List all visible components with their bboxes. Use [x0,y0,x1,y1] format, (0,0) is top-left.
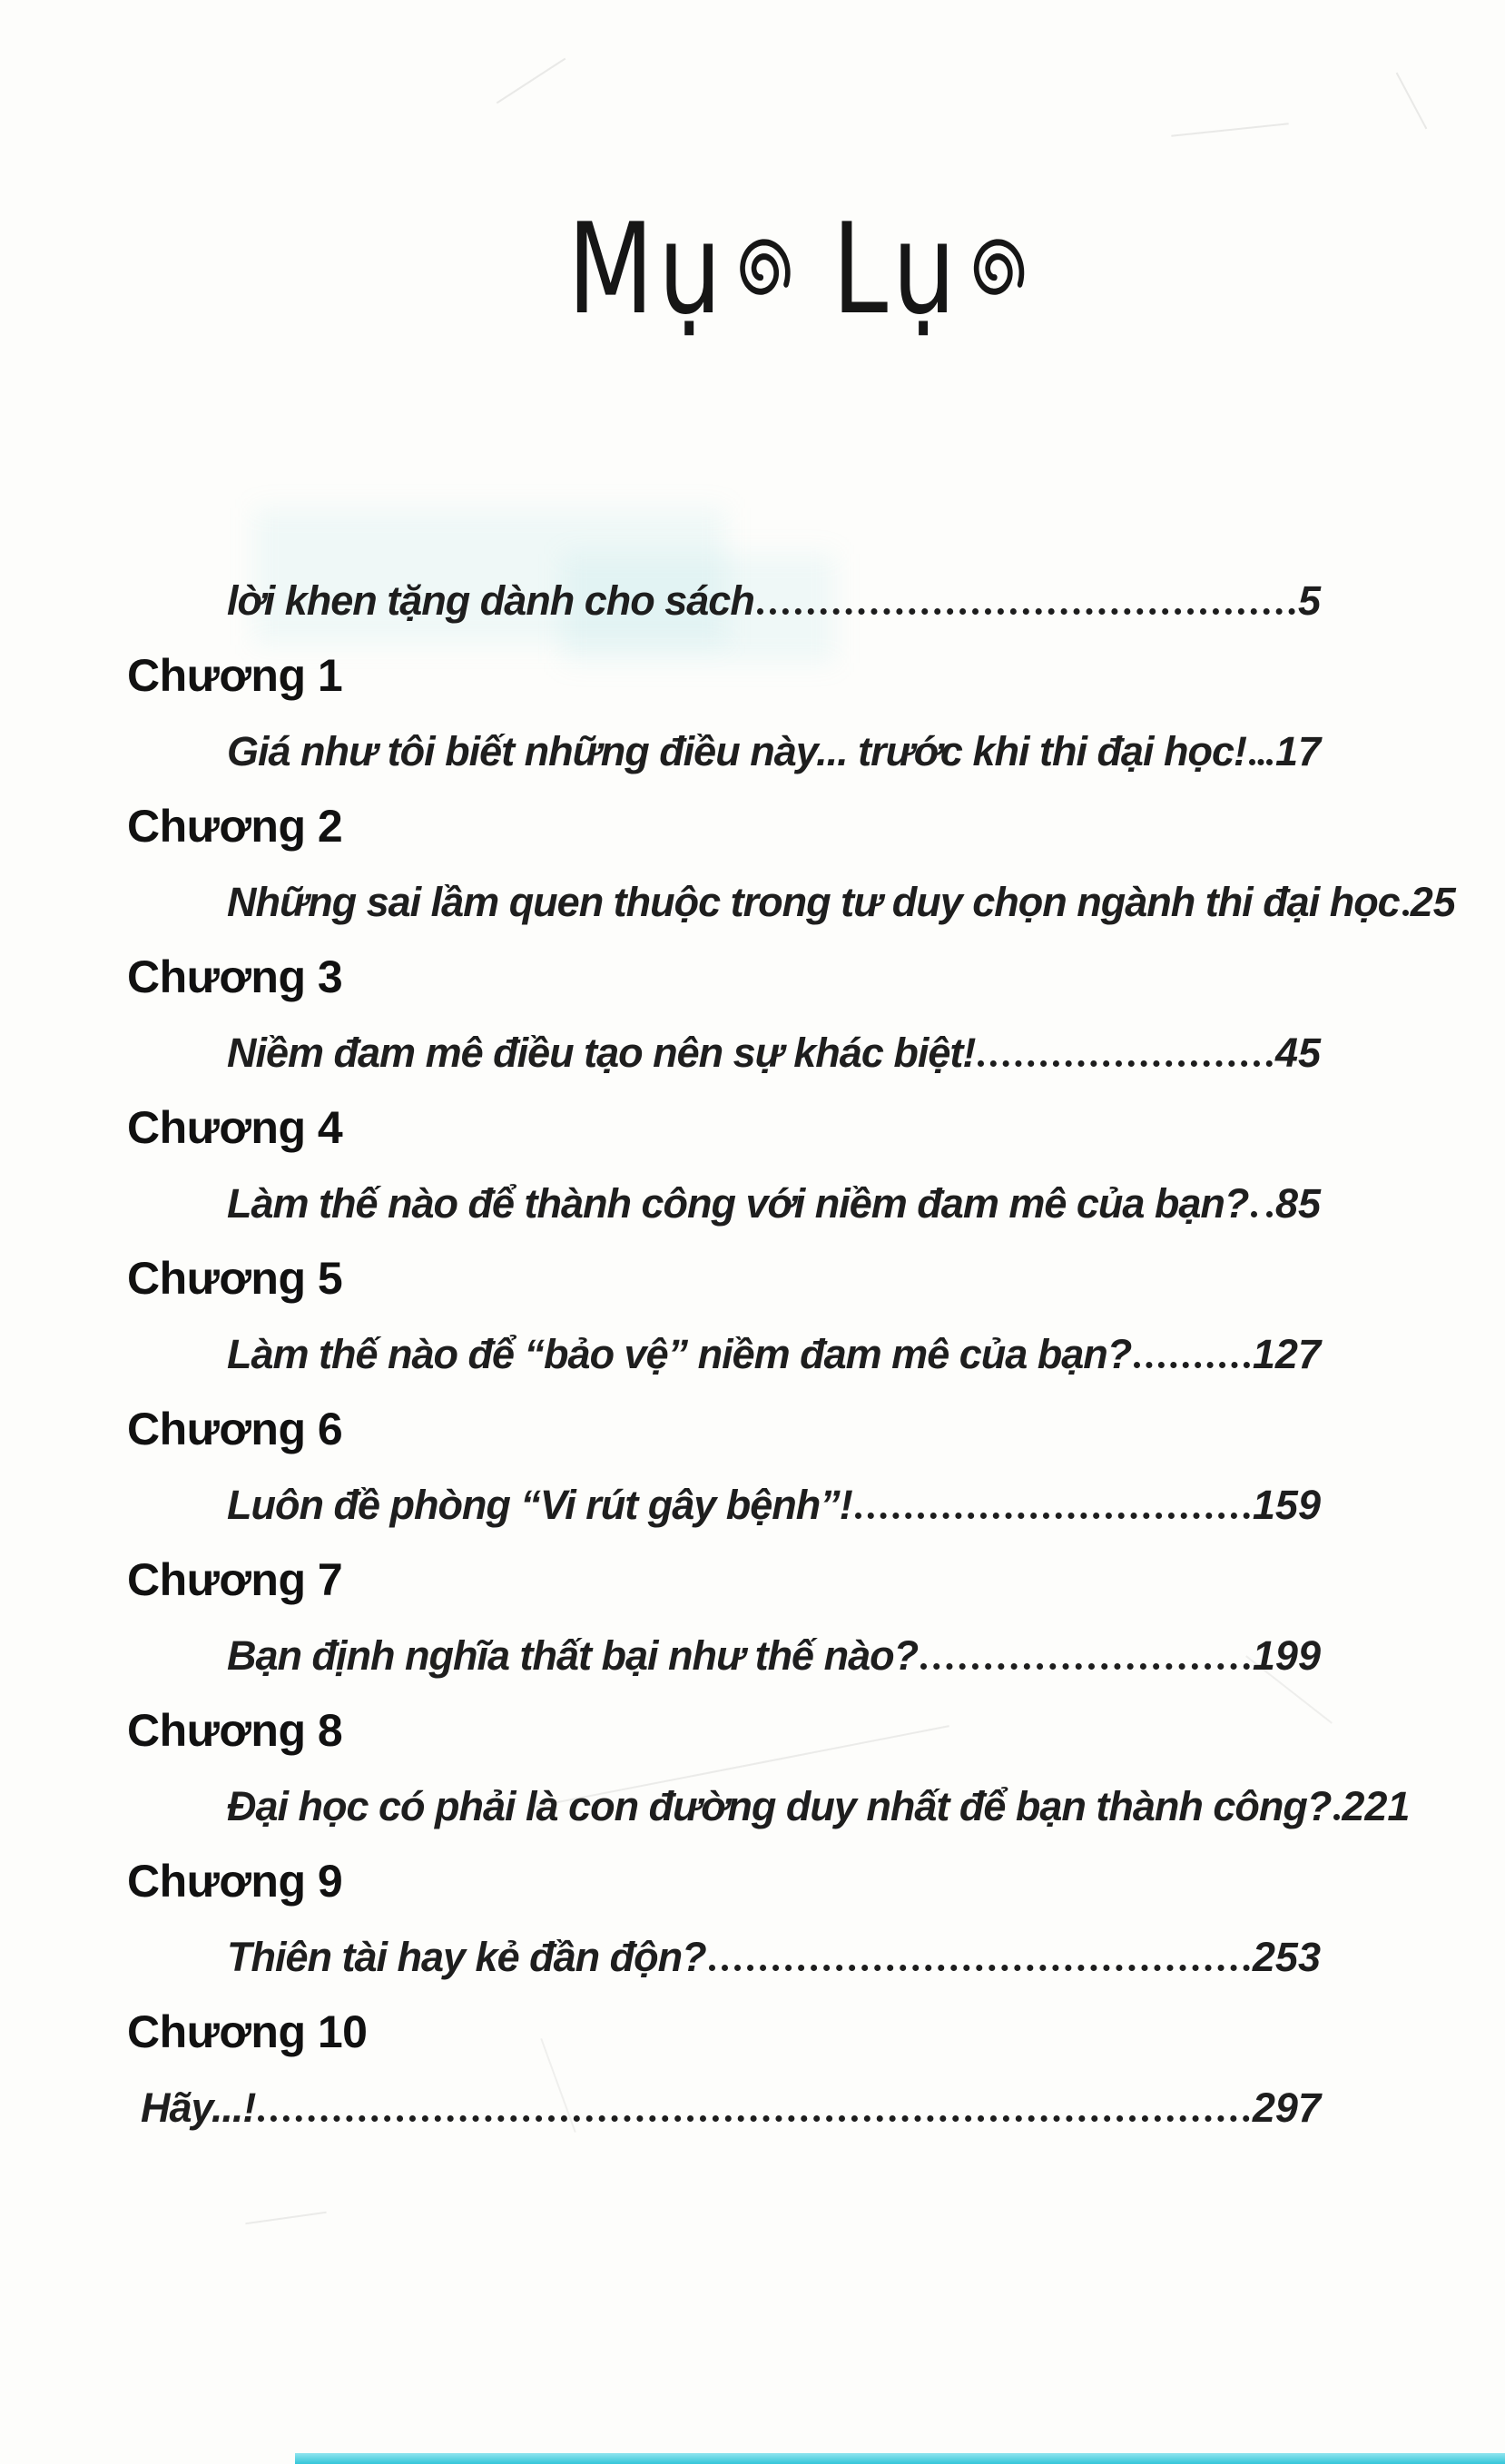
page-number: 45 [1274,1030,1321,1076]
toc-entry-row [127,2070,1321,2145]
spiral-c-icon [965,229,1028,312]
dot-leader [1249,759,1273,765]
page-number: 5 [1297,577,1321,624]
toc-entry-label: Luôn đề phòng “Vi rút gây bệnh”! [227,1482,852,1528]
chapter-heading-row [127,1693,1321,1769]
chapter-heading: Chương 7 [127,1554,343,1605]
chapter-heading: Chương 2 [127,801,343,852]
toc-entry-label: Làm thế nào để “bảo vệ” niềm đam mê của bạn? [227,1331,1132,1377]
chapter-heading: Chương 1 [127,650,343,701]
toc-entry-label: Niềm đam mê điều tạo nên sự khác biệt! [227,1030,976,1076]
dot-leader [1251,1211,1273,1217]
dot-leader [978,1060,1273,1067]
spiral-c-icon [731,229,794,312]
page-number: 127 [1252,1331,1321,1377]
page-number: 253 [1252,1934,1321,1980]
chapter-heading-row [127,789,1321,864]
dot-leader [920,1663,1250,1670]
toc-entry-row [127,1769,1411,1844]
title-text-lu: Lụ [831,196,960,342]
chapter-heading-row [127,940,1321,1015]
chapter-heading-row [127,1995,1321,2070]
toc-entry-label: Những sai lầm quen thuộc trong tư duy chọn ngành thi đại học [227,879,1400,925]
toc-entry-row [127,864,1456,940]
chapter-heading-row [127,1090,1321,1166]
chapter-heading: Chương 8 [127,1705,343,1756]
chapter-heading-row [127,1844,1321,1919]
chapter-heading-row [127,1241,1321,1316]
toc-entry-label: Giá như tôi biết những điều này... trước khi thi đại học! [227,728,1246,774]
chapter-heading: Chương 4 [127,1102,343,1153]
chapter-heading: Chương 10 [127,2006,368,2057]
dot-leader [1134,1362,1250,1368]
chapter-heading-row [127,638,1321,714]
chapter-heading-row [127,1542,1321,1618]
crease-mark [245,2212,326,2225]
title-word-muc [567,196,794,342]
toc-entry-row [127,714,1321,789]
toc-entry-row [127,1166,1321,1241]
page-number: 85 [1274,1180,1321,1227]
chapter-heading: Chương 3 [127,951,343,1002]
toc-entry-label: Làm thế nào để thành công với niềm đam mê của bạn? [227,1180,1249,1227]
dot-leader [1333,1814,1339,1820]
toc-entry-label: Bạn định nghĩa thất bại như thế nào? [227,1632,919,1679]
title-text-mu: Mụ [567,196,726,342]
toc-list [127,563,1456,2145]
page-number: 221 [1342,1783,1411,1829]
toc-entry-row [127,1618,1321,1693]
page-number: 159 [1252,1482,1321,1528]
chapter-heading: Chương 6 [127,1404,343,1454]
page-number: 17 [1274,728,1321,774]
book-edge-strip [295,2453,1505,2464]
page-number: 199 [1252,1632,1321,1679]
page-title [232,196,1363,342]
chapter-heading-row [127,1392,1321,1467]
page-number: 25 [1410,879,1456,925]
title-word-luc [831,196,1028,342]
toc-entry-label: Đại học có phải là con đường duy nhất để bạn thành công? [227,1783,1332,1829]
dot-leader [1402,910,1408,916]
toc-entry-row [127,563,1321,638]
toc-entry-row [127,1919,1321,1995]
toc-entry-row [127,1316,1321,1392]
crease-mark [1396,73,1428,130]
toc-entry-row [127,1015,1321,1090]
dot-leader [757,608,1295,615]
chapter-heading: Chương 5 [127,1253,343,1304]
crease-mark [497,58,566,104]
toc-entry-label: Thiên tài hay kẻ đần độn? [227,1934,706,1980]
page-number: 297 [1252,2085,1321,2131]
chapter-heading: Chương 9 [127,1856,343,1907]
toc-entry-label: lời khen tặng dành cho sách [227,577,754,624]
dot-leader [258,2115,1250,2122]
toc-entry-row [127,1467,1321,1542]
dot-leader [855,1513,1250,1519]
crease-mark [1171,123,1288,137]
toc-entry-label: Hãy...! [141,2085,256,2131]
dot-leader [709,1965,1250,1971]
